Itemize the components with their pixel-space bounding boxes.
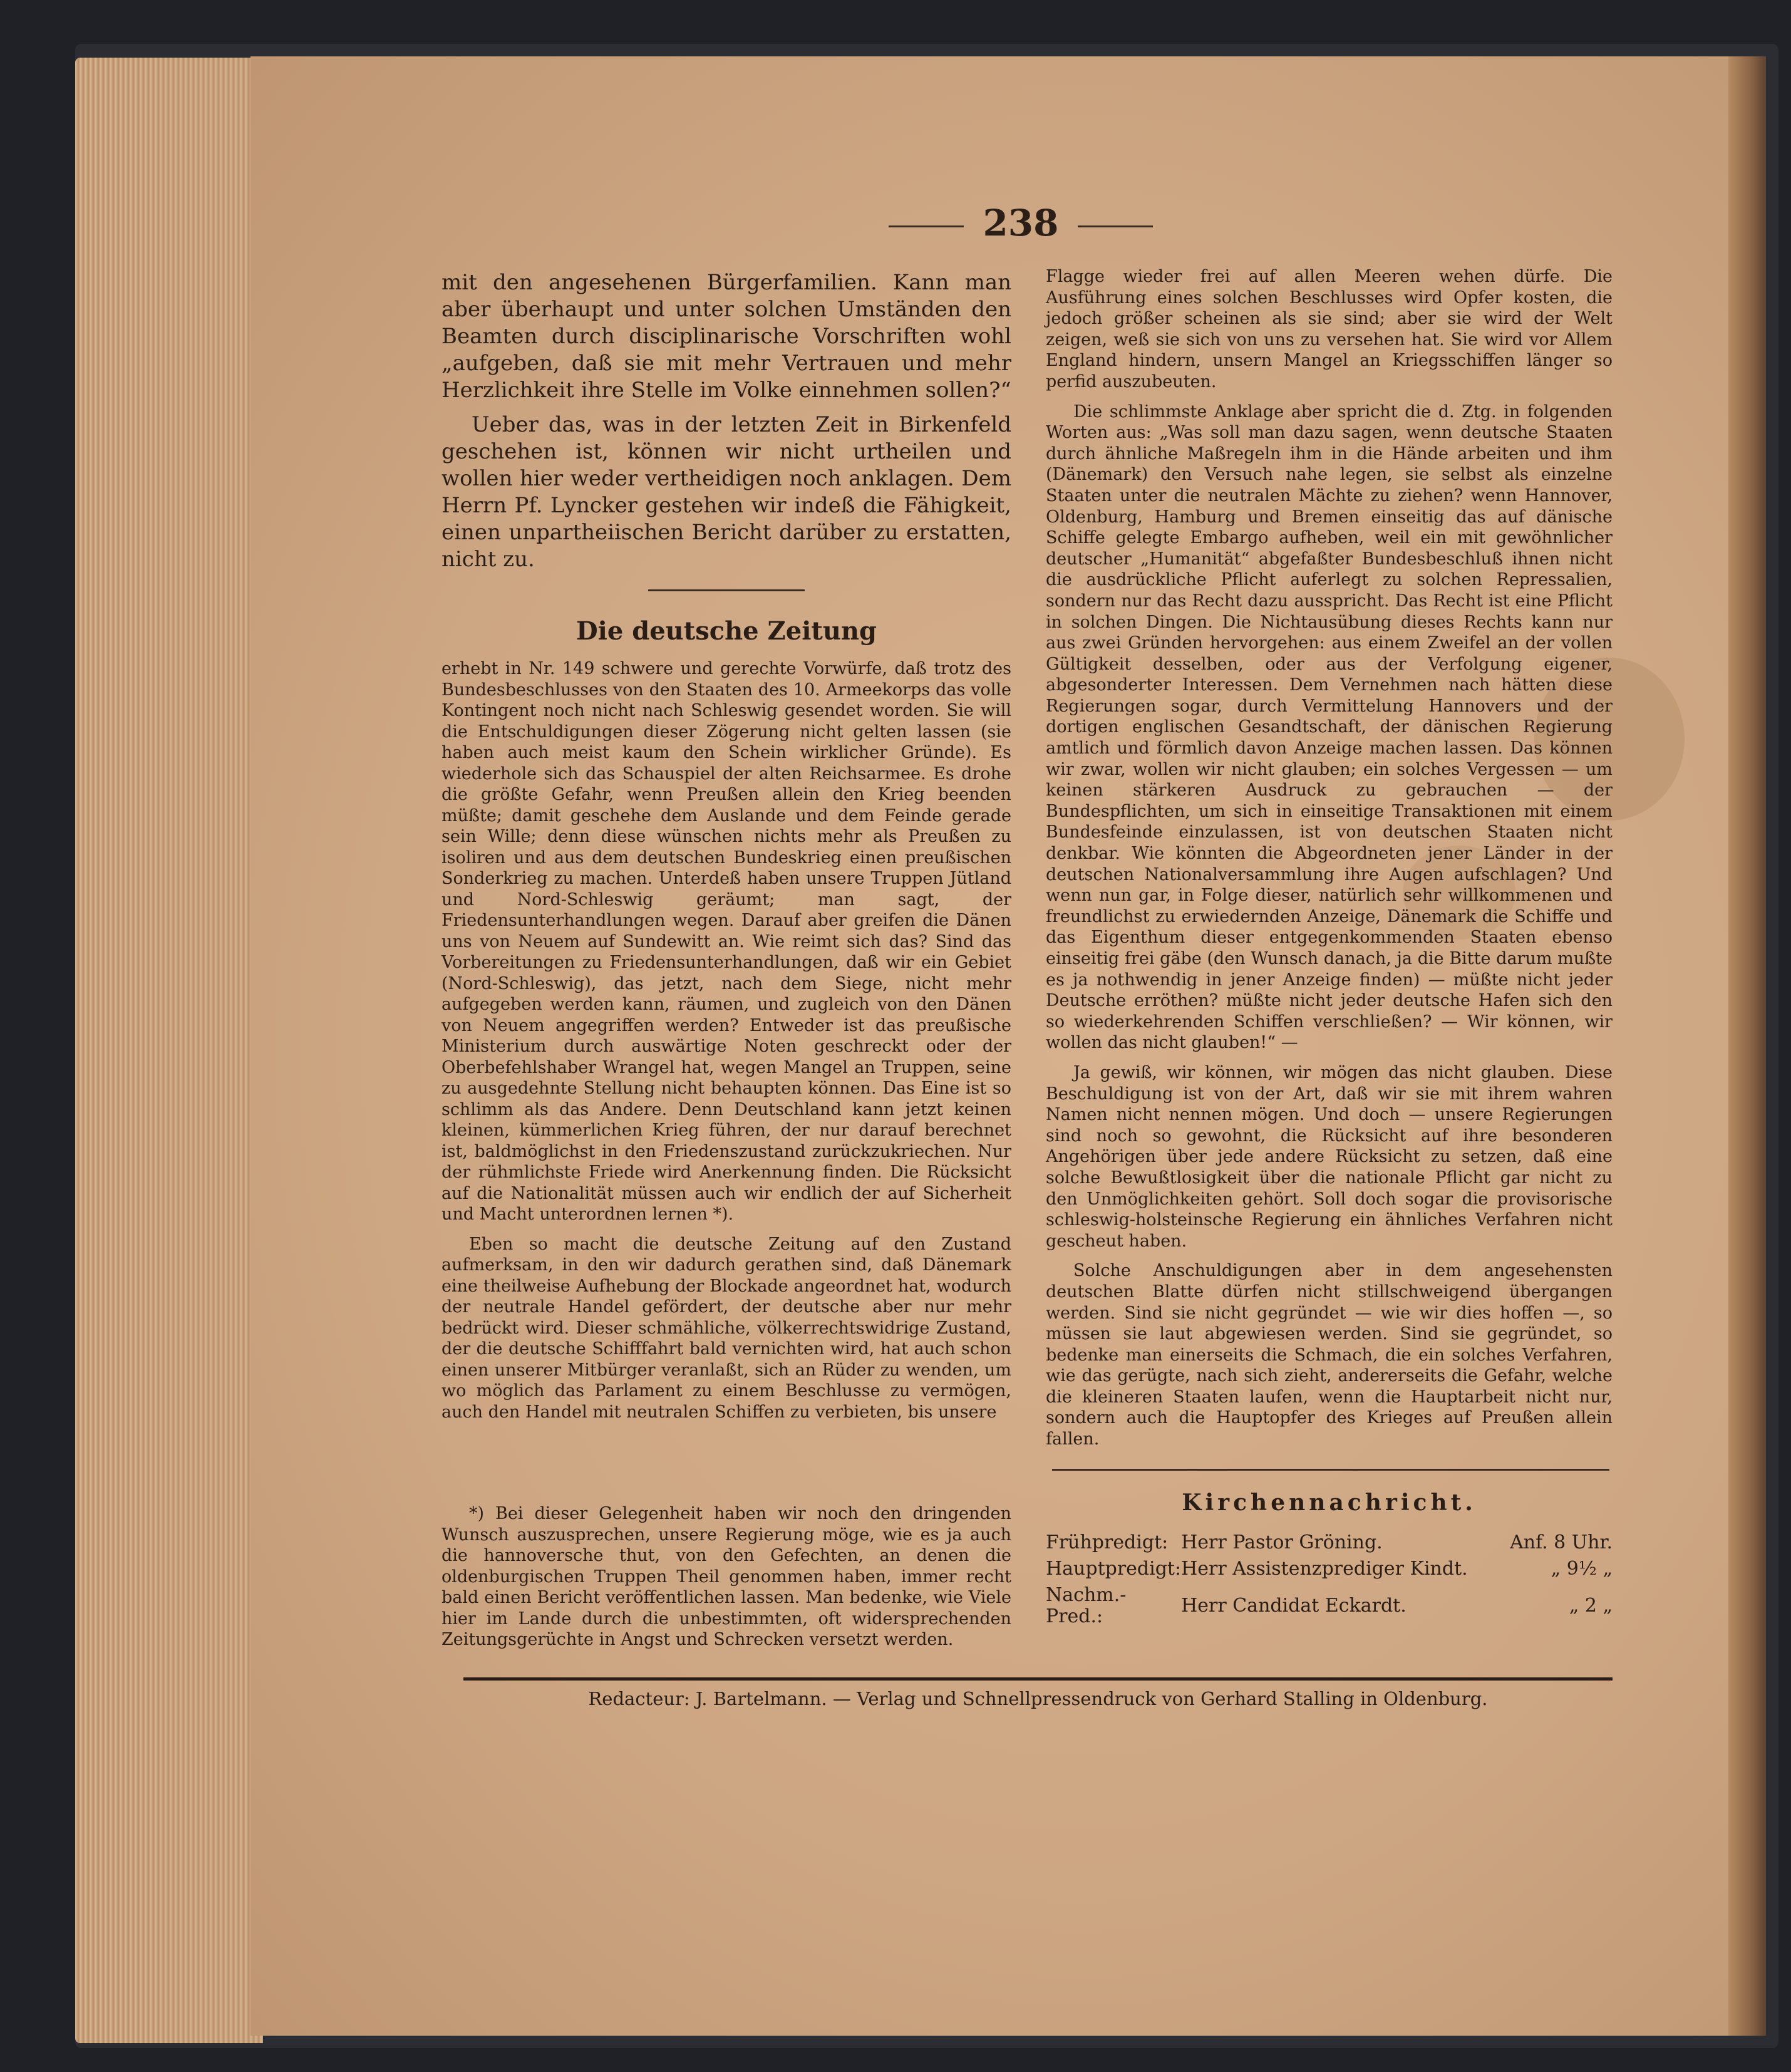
intro-text (441, 269, 1011, 573)
intro-paragraph: Ueber das, was in der letzten Zeit in Birkenfeld geschehen ist, können wir nicht urtheilen und wollen hier weder vertheidigen noch anklagen. Dem Herrn Pf. Lyncker gestehen wir indeß die Fähigkeit, einen unpartheiischen Bericht darüber zu erstatten, nicht zu. (441, 412, 1011, 572)
service-label: Nachm.-Pred.: (1046, 1583, 1127, 1627)
page-edges (75, 58, 263, 2043)
section-heading: Die deutsche Zeitung (575, 616, 877, 646)
article-paragraph: erhebt in Nr. 149 schwere und gerechte Vorwürfe, daß trotz des Bundesbeschlusses von den Staaten des 10. Armeekorps das volle Kontingent noch nicht nach Schleswig gesendet worden. Sie will die Entschuldigungen dieser Zögerung nicht gelten lassen (sie haben auch meist kaum den Schein wirklicher Gründe). Es wiederhole sich das Schauspiel der alten Reichsarmee. Es drohe die größte Gefahr, wenn Preußen allein den Krieg beenden müßte; damit geschehe dem Auslande und dem Feinde gerade sein Wille; denn diese wünschen nichts mehr als Preußen zu isoliren und aus dem deutschen Bundeskrieg einen preußischen Sonderkrieg zu machen. Unterdeß haben unsere Truppen Jütland und Nord-Schleswig geräumt; man sagt, der Friedensunterhandlungen wegen. Darauf aber greifen die Dänen uns von Neuem auf Sundewitt an. Wie reimt sich das? Sind das Vorbereitungen zu Friedensunterhandlungen, daß wir ein Gebiet (Nord-Schleswig), das jetzt, nach dem Siege, nicht mehr aufgegeben werden kann, räumen, und zugleich von den Dänen von Neuem angegriffen werden? Entweder ist das preußische Ministerium durch auswärtige Noten geschreckt oder der Oberbefehlshaber Wrangel hat, wegen Mangel an Truppen, seine zu ausgedehnte Stellung nicht behaupten können. Das Eine ist so schlimm als das Andere. Denn Deutschland kann jetzt keinen kleinen, kümmerlichen Krieg führen, der nur darauf berechnet ist, baldmöglichst in den Friedenszustand zurückzukriechen. Nur der rühmlichste Friede wird Anerkennung finden. Die Rücksicht auf die Nationalität müssen auch wir endlich der auf Sicherheit und Macht unterordnen lernen *). (441, 659, 1011, 1224)
church-notice-title: Kirchennachricht. (1182, 1489, 1477, 1516)
service-time: „ 2 „ (1569, 1594, 1613, 1617)
service-label: Frühpredigt: (1046, 1531, 1169, 1553)
imprint-rule (463, 1677, 1613, 1681)
article-paragraph: Die schlimmste Anklage aber spricht die d. Ztg. in folgenden Worten aus: „Was soll man dazu sagen, wenn deutsche Staaten durch ähnliche Maßregeln ihm in die Hände arbeiten und ihm (Dänemark) den Versuch nahe legen, sie selbst als einzelne Staaten unter die neutralen Mächte zu ziehen? wenn Hannover, Oldenburg, Hamburg und Bremen einseitig das auf dänische Schiffe gelegte Embargo aufheben, weil ein mit gewöhnlicher deutscher „Humanität“ abgefaßter Bundesbeschluß ihnen nicht die ausdrückliche Pflicht auferlegt zu solchen Repressalien, sondern nur das Recht dazu ausspricht. Das Recht ist eine Pflicht in solchen Dingen. Die Nichtausübung dieses Rechts kann nur aus zwei Gründen hervorgehen: aus einem Zweifel an der vollen Gültigkeit desselben, oder aus der Verfolgung eigener, abgesonderter Interessen. Dem Vernehmen nach hätten diese Regierungen sogar, durch Vermittelung Hannovers und der dortigen englischen Gesandtschaft, der dänischen Regierung amtlich und förmlich davon Anzeige machen lassen. Das können wir zwar, wollen wir nicht glauben; ein solches Vergessen — um keinen stärkeren Ausdruck zu gebrauchen — der Bundespflichten, um sich in einseitige Transaktionen mit einem Bundesfeinde einzulassen, ist von deutschen Staaten nicht denkbar. Wie könnten die Abgeordneten jener Länder in der deutschen Nationalversammlung ihre Augen aufschlagen? Und wenn nun gar, in Folge dieser, natürlich sehr willkommenen und freundlichst zu erwiedernden Anzeige, Dänemark die Schiffe und das Eigenthum dieser entgegenkommenden Staaten ebenso einseitig frei gäbe (den Wunsch danach, ja die Bitte darum mußte es ja nothwendig in jener Anzeige finden) — müßte nicht jeder Deutsche erröthen? müßte nicht jeder deutsche Hafen sich den so wiederkehrenden Schiffen verschließen? — Wir können, wir wollen das nicht glauben!“ — (1046, 401, 1613, 1053)
footnote (441, 1503, 1011, 1650)
page-number: 238 (983, 202, 1059, 244)
left-column (441, 269, 1011, 1431)
preacher: Herr Pastor Gröning. (1181, 1531, 1383, 1553)
church-divider (1052, 1469, 1609, 1471)
footnote-text: *) Bei dieser Gelegenheit haben wir noch den dringenden Wunsch auszusprechen, unsere Regierung möge, wie es ja auch die hannoversche thut, von den Gefechten, an denen die oldenburgischen Truppen Theil genommen haben, immer recht bald einen Bericht veröffentlichen lassen. Man bedenke, wie Viele hier im Lande durch die unbestimmten, oft widersprechenden Zeitungsgerüchte in Angst und Schrecken versetzt werden. (441, 1504, 1011, 1649)
preacher: Herr Assistenzprediger Kindt. (1181, 1557, 1468, 1580)
article-paragraph: Eben so macht die deutsche Zeitung auf den Zustand aufmerksam, in den wir dadurch gerathen sind, daß Dänemark eine theilweise Aufhebung der Blockade angeordnet hat, wodurch der neutrale Handel gefördert, der deutsche aber nur mehr bedrückt wird. Dieser schmähliche, völkerrechtswidrige Zustand, der die deutsche Schifffahrt bald vernichten wird, hat auch schon einen unserer Mitbürger veranlaßt, sich an Rüder zu wenden, um wo möglich das Parlament zu einem Beschlusse zu vermögen, auch den Handel mit neutralen Schiffen zu verbieten, bis unsere (441, 1234, 1011, 1422)
church-row (1046, 1530, 1613, 1556)
service-time: Anf. 8 Uhr. (1510, 1531, 1613, 1553)
section-body (441, 658, 1011, 1422)
church-row (1046, 1582, 1613, 1630)
article-paragraph: Flagge wieder frei auf allen Meeren wehen dürfe. Die Ausführung eines solchen Beschlusses wird Opfer kosten, die jedoch größer scheinen als sie sind; aber sie wird der Welt zeigen, weß sie sich von uns zu versehen hat. Sie wird vor Allem England hindern, unsern Mangel an Kriegsschiffen länger so perfid auszubeuten. (1046, 267, 1613, 391)
church-notice-table (1046, 1530, 1613, 1630)
header-rule (1078, 225, 1153, 227)
page-number-header (858, 202, 1184, 244)
article-paragraph: Ja gewiß, wir können, wir mögen das nicht glauben. Diese Beschuldigung ist von der Art, daß wir sie mit ihrem wahren Namen nicht nennen mögen. Und doch — unsere Regierungen sind noch so gewohnt, die Rücksicht auf ihre besonderen Angehörigen über jede andere Rücksicht zu setzen, daß eine solche Bewußtlosigkeit über die nationale Pflicht gar nicht zu den Unmöglichkeiten gehört. Soll doch sogar die provisorische schleswig-holsteinsche Regierung ein ähnliches Verfahren nicht gescheut haben. (1046, 1062, 1613, 1251)
service-label: Hauptpredigt: (1046, 1557, 1182, 1580)
right-column (1046, 266, 1613, 1630)
preacher: Herr Candidat Eckardt. (1181, 1594, 1406, 1617)
service-time: „ 9½ „ (1551, 1557, 1613, 1580)
imprint: Redacteur: J. Bartelmann. — Verlag und Schnellpressendruck von Gerhard Stalling in Oldenburg. (588, 1688, 1488, 1709)
right-body (1046, 266, 1613, 1450)
header-rule (889, 225, 964, 227)
book-gutter (1728, 56, 1766, 2036)
section-divider (648, 589, 805, 591)
article-paragraph: Solche Anschuldigungen aber in dem angesehensten deutschen Blatte dürfen nicht stillschweigend übergangen werden. Sind sie nicht gegründet — wie wir dies hoffen —, so müssen sie laut abgewiesen werden. Sind sie gegründet, so bedenke man einerseits die Schmach, die ein solches Verfahren, wie das gerügte, nach sich zieht, andererseits die Gefahr, welche die kleineren Staaten laufen, wenn die Hauptarbeit nicht nur, sondern auch die Hauptopfer des Krieges auf Preußen allein fallen. (1046, 1261, 1613, 1449)
intro-paragraph: mit den angesehenen Bürgerfamilien. Kann man aber überhaupt und unter solchen Umständen den Beamten durch disciplinarische Vorschriften wohl „aufgeben, daß sie mit mehr Vertrauen und mehr Herzlichkeit ihre Stelle im Volke einnehmen sollen?“ (441, 270, 1011, 403)
church-row (1046, 1556, 1613, 1582)
